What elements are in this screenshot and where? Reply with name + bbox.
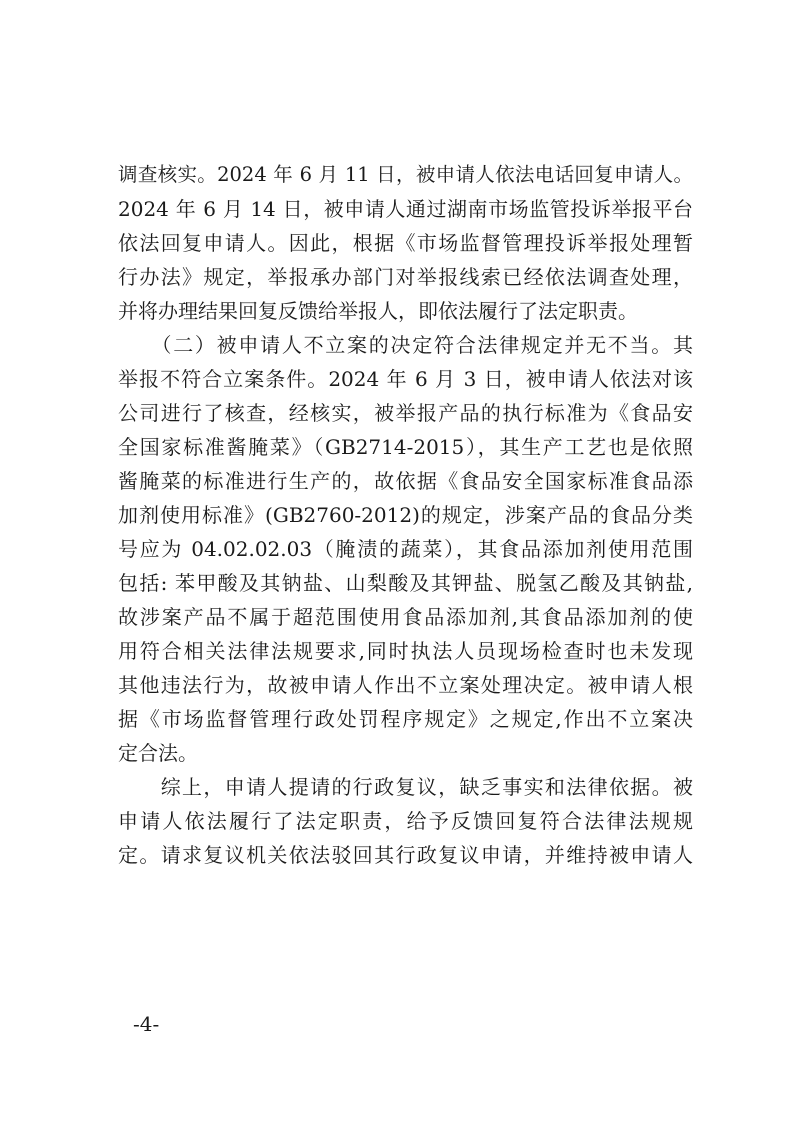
- text-line: 包括: 苯甲酸及其钠盐、山梨酸及其钾盐、脱氢乙酸及其钠盐,: [118, 571, 693, 595]
- text-line: 综上，申请人提请的行政复议，缺乏事实和法律依据。被: [118, 775, 693, 799]
- body-text: [118, 158, 693, 872]
- text-line: 2024 年 6 月 14 日，被申请人通过湖南市场监管投诉举报平台: [118, 197, 693, 221]
- text-line: 故涉案产品不属于超范围使用食品添加剂,其食品添加剂的使: [118, 605, 693, 629]
- text-line: 酱腌菜的标准进行生产的，故依据《食品安全国家标准食品添: [118, 469, 693, 493]
- text-line: 号应为 04.02.02.03（腌渍的蔬菜），其食品添加剂使用范围: [118, 537, 693, 561]
- text-line: 定。请求复议机关依法驳回其行政复议申请，并维持被申请人: [118, 843, 693, 867]
- text-line: （二）被申请人不立案的决定符合法律规定并无不当。其: [118, 333, 693, 357]
- text-line: 其他违法行为，故被申请人作出不立案处理决定。被申请人根: [118, 673, 693, 697]
- text-line: 并将办理结果回复反馈给举报人，即依法履行了法定职责。: [118, 299, 638, 323]
- text-line: 申请人依法履行了法定职责，给予反馈回复符合法律法规规: [118, 809, 693, 833]
- text-line: 调查核实。2024 年 6 月 11 日，被申请人依法电话回复申请人。: [118, 163, 693, 186]
- text-line: 加剂使用标准》(GB2760-2012)的规定，涉案产品的食品分类: [118, 503, 693, 527]
- text-line: 举报不符合立案条件。2024 年 6 月 3 日，被申请人依法对该: [118, 367, 693, 391]
- text-line: 全国家标准酱腌菜》（GB2714-2015），其生产工艺也是依照: [118, 435, 693, 459]
- page-number: -4-: [133, 1012, 160, 1036]
- text-line: 依法回复申请人。因此，根据《市场监督管理投诉举报处理暂: [118, 231, 693, 255]
- text-line: 据《市场监督管理行政处罚程序规定》之规定,作出不立案决: [118, 707, 693, 731]
- text-line: 定合法。: [118, 741, 198, 765]
- text-line: 用符合相关法律法规要求,同时执法人员现场检查时也未发现: [118, 639, 693, 663]
- text-line: 公司进行了核查，经核实，被举报产品的执行标准为《食品安: [118, 401, 693, 425]
- text-line: 行办法》规定，举报承办部门对举报线索已经依法调查处理，: [118, 265, 693, 289]
